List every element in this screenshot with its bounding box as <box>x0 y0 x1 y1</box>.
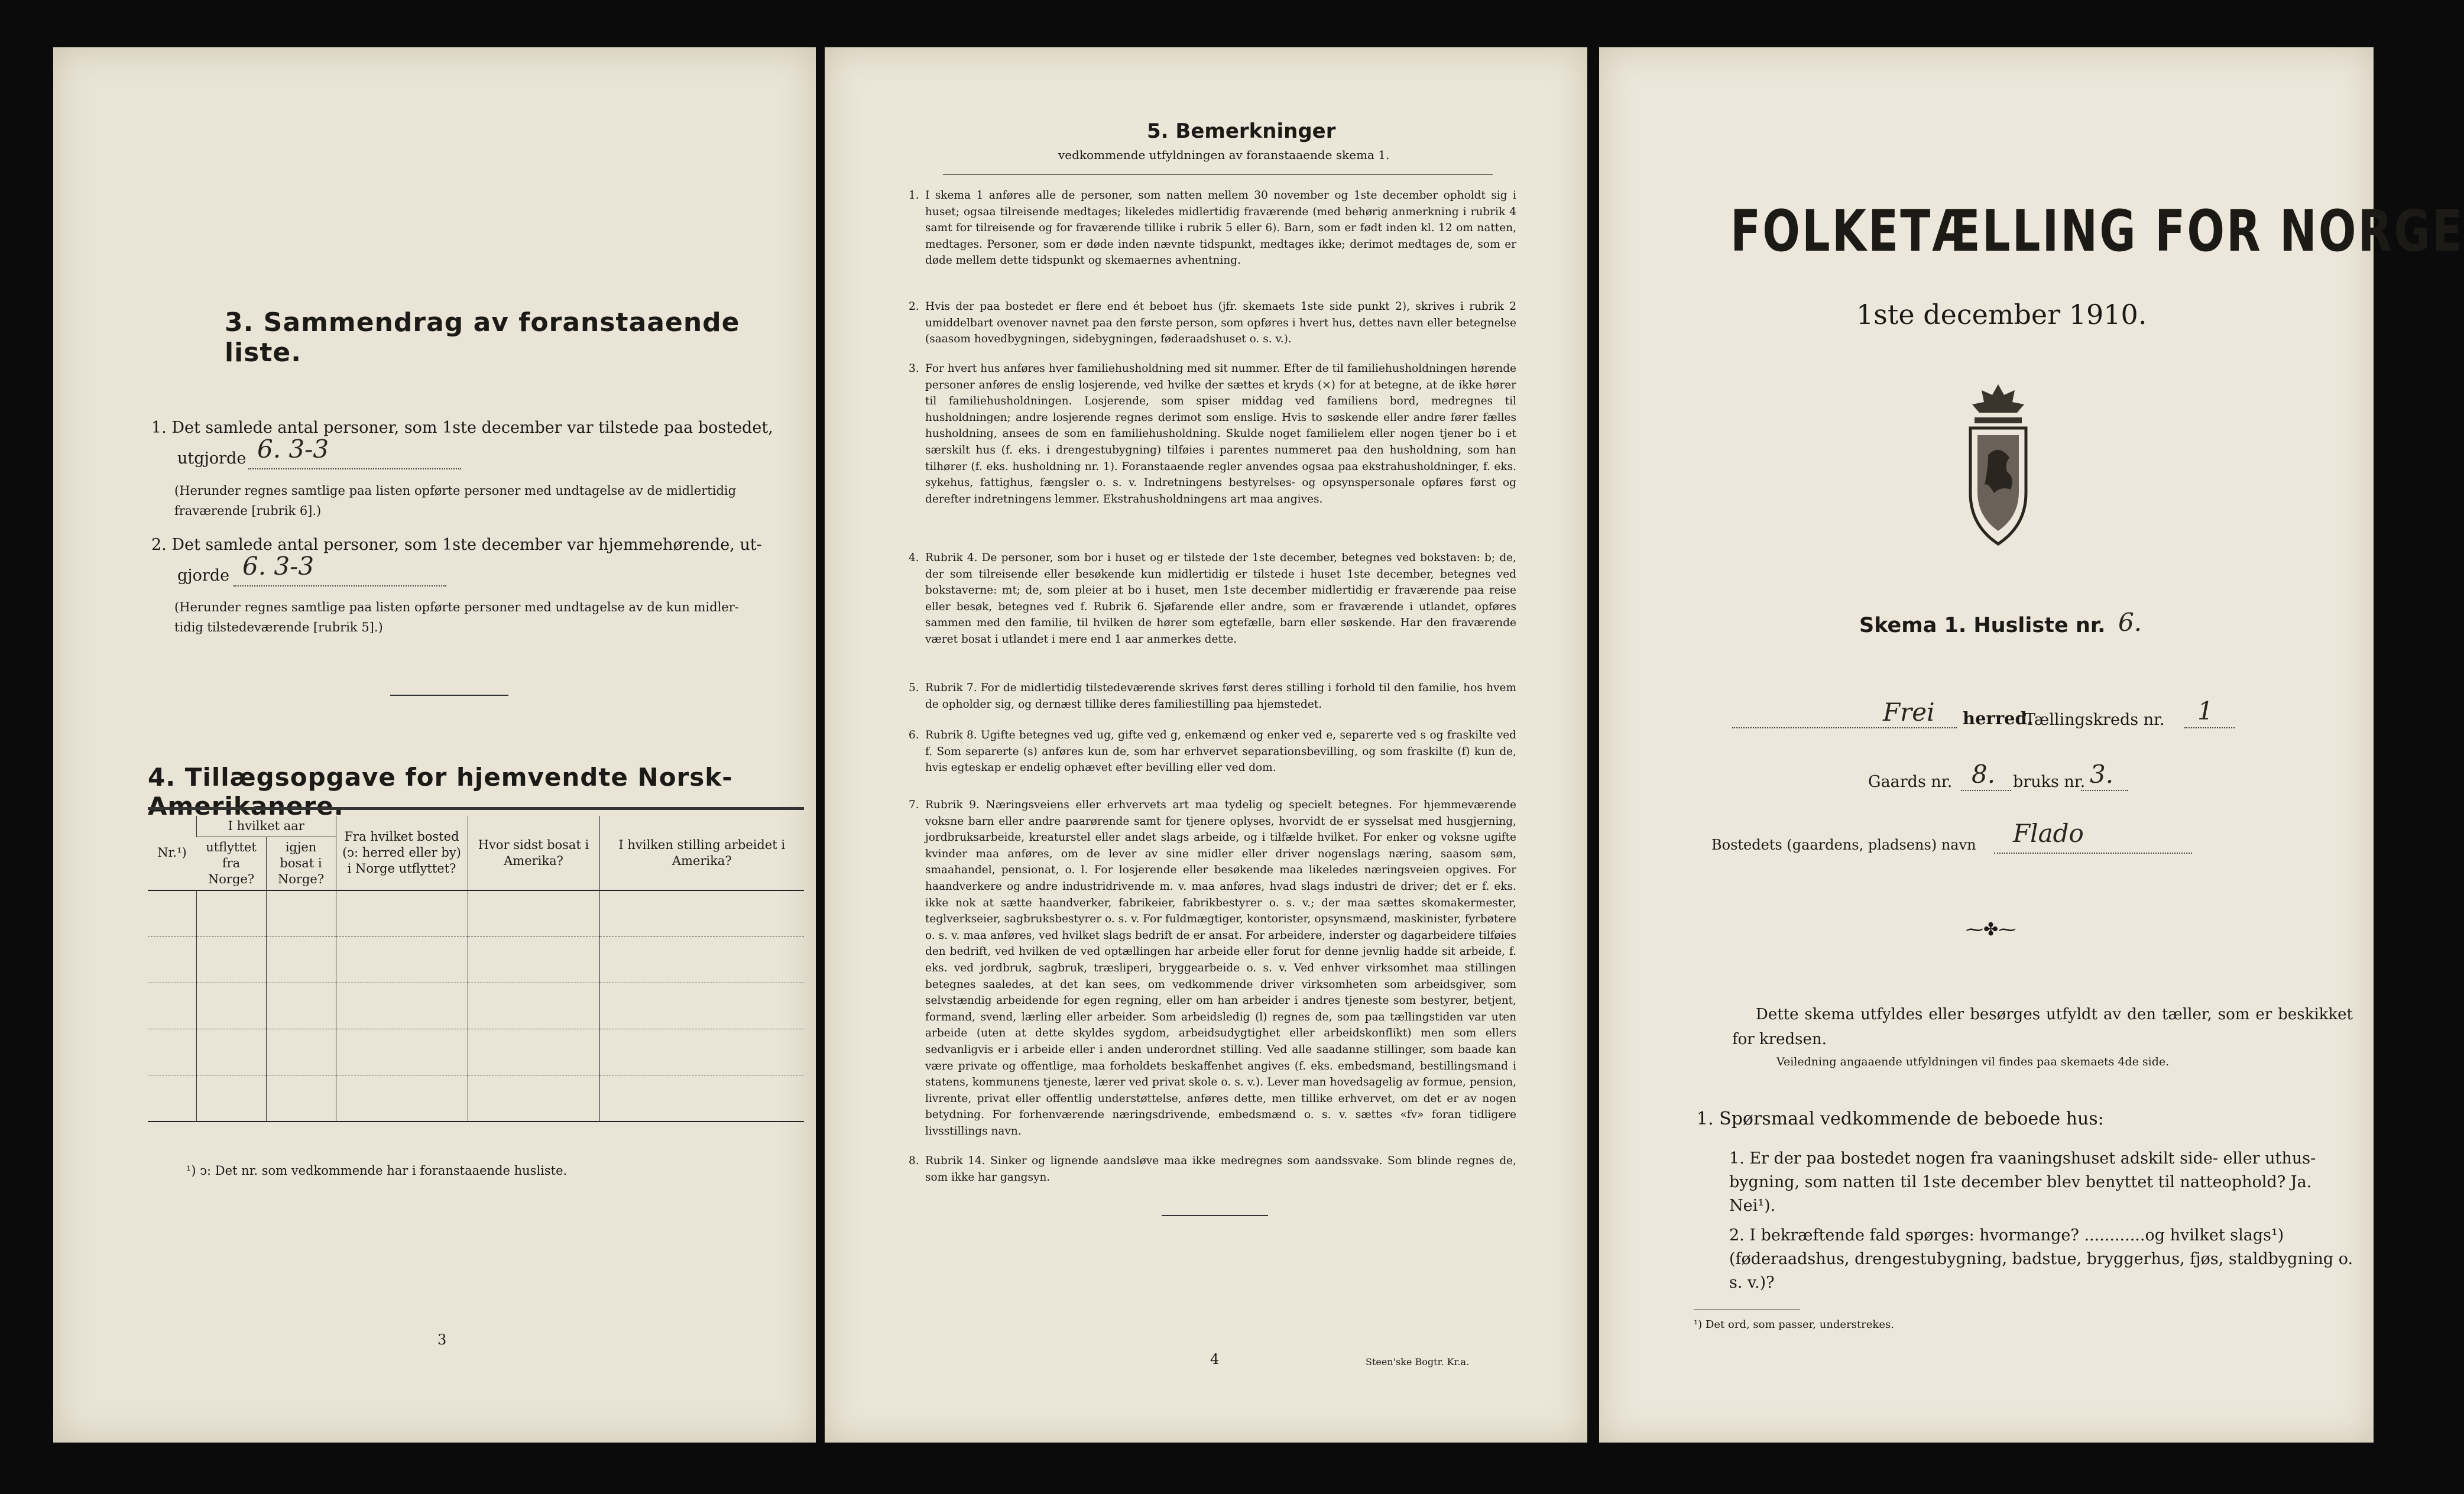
dotline <box>2184 727 2235 728</box>
page-3 <box>53 47 816 1443</box>
ornament-icon: ⁓✤⁓ <box>1966 919 2016 940</box>
section3-item2-dotline <box>234 585 446 586</box>
remark-item-6: 6. Rubrik 8. Ugifte betegnes ved ug, gifte ved g, enkemænd og enker ved e, separerte ved s og fraskilte ved f. Som separerte (s) anføres kun de, som har erhvervet separationsbevilling, og som fraskilte (f) kun de, hvis egteskap er endelig ophævet efter bevilling eller ved dom. <box>909 729 1516 774</box>
section3-item1-note1: (Herunder regnes samtlige paa listen opførte personer med undtagelse av de midlertidig <box>174 484 737 498</box>
table-row <box>148 1029 804 1075</box>
section3-item1-value: 6. 3-3 <box>257 435 329 464</box>
remarks-subtitle: vedkommende utfyldningen av foranstaaende skema 1. <box>1058 148 1390 162</box>
intro-guidance: Veiledning angaaende utfyldningen vil findes paa skemaets 4de side. <box>1776 1055 2170 1068</box>
table-row <box>148 1075 804 1122</box>
dotline <box>2081 790 2128 791</box>
table-row <box>148 983 804 1029</box>
table-row <box>148 937 804 983</box>
section3-title: 3. Sammendrag av foranstaaende liste. <box>225 307 740 368</box>
table-top-rule <box>148 807 804 810</box>
remark-item-3: 3. For hvert hus anføres hver familiehusholdning med sit nummer. Efter de til familiehusholdningen hørende personer anføres de enslig losjerende, ved hvilke der sættes et kryds (×) for at betegne, at de ikke hører til familiehusholdningen. Losjerende, som spiser middag ved familiens bord, medregnes til husholdningen; andre losjerende regnes derimot som enslige. Hvis to søskende eller andre fører fælles husholdning, ansees de som en familiehusholdning. Skulde noget familielem eller nogen tjener bo i et særskilt hus (f. eks. i drengestubygning) tilføies i parentes nummeret paa den husholdning, som han tilhører (f. eks. husholdning nr. 1). Foranstaaende regler anvendes ogsaa paa ekstrahusholdninger, f. eks. sykehus, fattighus, fængsler o. s. v. Indretningens bestyrelses- og opsynspersonale opføres først og derefter indretningens lemmer. Ekstrahusholdningens art maa angives. <box>909 362 1516 505</box>
dotline <box>1994 853 2192 854</box>
dotline <box>1961 790 2011 791</box>
bosted-label: Bostedets (gaardens, pladsens) navn <box>1711 837 1976 853</box>
col-nr: Nr.¹) <box>148 816 197 890</box>
divider <box>943 174 1493 175</box>
col-fra-bosted: Fra hvilket bosted (ↄ: herred eller by) i Norge utflyttet? <box>336 816 468 890</box>
page-number: 3 <box>437 1331 447 1348</box>
section3-item1-dotline <box>248 468 461 469</box>
section3-item1-utgjorde: utgjorde <box>177 449 247 468</box>
kreds-value: 1 <box>2197 696 2213 725</box>
dotline <box>1732 727 1957 728</box>
remark-item-1: 1. I skema 1 anføres alle de personer, som natten mellem 30 november og 1ste december opholdt sig i huset; ogsaa tilreisende medtages; likeledes midlertidig fraværende (med behørig anmerkning i rubrik 4 samt for tilreisende og for fraværende tillike i rubrik 5 eller 6). Barn, som er født inden kl. 12 om natten, medtages. Personer, som er døde inden nævnte tidspunkt, medtages ikke; derimot medtages de, som er døde mellem dette tidspunkt og skemaernes avhentning. <box>909 189 1516 267</box>
col-hvor-bosat: Hvor sidst bosat i Amerika? <box>468 816 599 890</box>
section4-footnote: ¹) ↄ: Det nr. som vedkommende har i foranstaaende husliste. <box>186 1164 568 1178</box>
divider <box>390 695 508 696</box>
page-1 <box>1599 47 2464 1443</box>
section3-item2: 2. Det samlede antal personer, som 1ste december var hjemmehørende, ut- <box>151 536 762 554</box>
page-number: 4 <box>1210 1351 1220 1367</box>
col-group-aar: I hvilket aar <box>197 816 336 837</box>
footnote: ¹) Det ord, som passer, understrekes. <box>1694 1318 1894 1331</box>
section3-item1: 1. Det samlede antal personer, som 1ste december var tilstede paa bostedet, <box>151 419 773 437</box>
census-title: FOLKETÆLLING FOR NORGE <box>1730 198 2464 264</box>
section3-item2-utgjorde: gjorde <box>177 566 230 585</box>
skema-label: Skema 1. Husliste nr. <box>1859 614 2106 637</box>
remark-item-8: 8. Rubrik 14. Sinker og lignende aandsløve maa ikke medregnes som aandssvake. Som blinde regnes de, som ikke har gangsyn. <box>909 1155 1516 1184</box>
page-4 <box>825 47 1587 1443</box>
question-2: 2. I bekræftende fald spørges: hvormange? ............og hvilket slags¹) (føderaadshus, drengestubygning, badstue, bryggerhus, fjøs, staldbygning o. s. v.)? <box>1729 1226 2353 1292</box>
husliste-number: 6. <box>2118 608 2142 637</box>
remark-item-7: 7. Rubrik 9. Næringsveiens eller erhvervets art maa tydelig og specielt betegnes. For hjemmeværende voksne barn eller andre paarørende samt for tjenere oplyses, hvorvidt de er sysselsat med husgjerning, jordbruksarbeide, kreaturstel eller andet slags arbeide, og i tilfælde hvilket. For enker og voksne ugifte kvinder maa anføres, om de lever av sine midler eller driver nogenslags næring, saasom søm, smaahandel, pensionat, o. l. For losjerende eller besøkende maa likeledes næringsveien opgives. For haandverkere og andre industridrivende m. v. maa anføres, hvad slags industri de driver; det er f. eks. ikke nok at sætte haandverker, fabrikeier, fabrikbestyrer o. s. v.; der maa sættes skomakermester, teglverkseier, sagbruksbestyrer o. s. v. For fuldmægtiger, kontorister, opsynsmænd, maskinister, fyrbøtere o. s. v. maa anføres, ved hvilket slags bedrift de er ansat. For arbeidere, inderster og dagarbeidere tilføies den bedrift, ved hvilken de ved optællingen har arbeide eller forut for denne jevnlig hadde sit arbeide, f. eks. ved jordbruk, sagbruk, træsliperi, bryggearbeide o. s. v. Ved enhver virksomhet maa stillingen betegnes saaledes, at det kan sees, om vedkommende driver virksomheten som arbeidsgiver, som selvstændig arbeidende for egen regning, eller om han arbeider i andres tjeneste som bestyrer, betjent, formand, svend, lærling eller arbeider. Som arbeidsledig (l) regnes de, som paa tællingstiden var uten arbeide (uten at dette skyldes sygdom, arbeidsudygtighet eller arbeidskonflikt) men som ellers sedvanligvis er i arbeide eller i anden underordnet stilling. Ved alle saadanne stillinger, som baade kan være private og offentlige, maa forholdets beskaffenhet angives (f. eks. embedsmand, bestillingsmand i statens, kommunens tjeneste, lærer ved privat skole o. s. v.). Lever man hovedsagelig av formue, pension, livrente, privat eller offentlig understøttelse, anføres dette, men tillike erhvervet, om det er av nogen betydning. For forhenværende næringsdrivende, embedsmænd o. s. v. sættes «fv» foran tidligere livsstillings navn. <box>909 799 1516 1137</box>
remarks-title: 5. Bemerkninger <box>1147 119 1336 143</box>
gaards-label: Gaards nr. <box>1868 773 1953 791</box>
bosted-value: Flado <box>2013 819 2084 848</box>
intro-text: Dette skema utfyldes eller besørges utfyldt av den tæller, som er beskikket for kredsen. <box>1732 1006 2353 1048</box>
remark-item-4: 4. Rubrik 4. De personer, som bor i huset og er tilstede der 1ste december, betegnes ved bokstaven: b; de, der som tilreisende eller besøkende kun midlertidig er tilstede i huset 1ste december, betegnes ved bokstaverne: mt; de, som pleier at bo i huset, men 1ste december midlertidig er fraværende paa reise eller besøk, betegnes ved f. Rubrik 6. Sjøfarende eller andre, som er fraværende i utlandet, opføres sammen med den familie, til hvilken de hører som egtefælle, barn eller søskende. Har den fraværende været bosat i utlandet i mere end 1 aar anmerkes dette. <box>909 552 1516 646</box>
remark-item-5: 5. Rubrik 7. For de midlertidig tilstedeværende skrives først deres stilling i forhold til den familie, hos hvem de opholder sig, og dernæst tillike deres familiestilling paa hjemstedet. <box>909 682 1516 711</box>
herred-label: herred. <box>1963 708 2033 728</box>
section3-item2-note1: (Herunder regnes samtlige paa listen opførte personer med undtagelse av de kun midler- <box>174 600 739 614</box>
bruks-label: bruks nr. <box>2013 773 2086 791</box>
col-stilling: I hvilken stilling arbeidet i Amerika? <box>599 816 804 890</box>
gaards-value: 8. <box>1972 760 1996 789</box>
question-1-answer: Ja. Nei¹). <box>1729 1173 2312 1215</box>
section3-item1-note2: fraværende [rubrik 6].) <box>174 504 322 518</box>
norsk-amerikanere-table <box>148 816 804 1122</box>
norway-coat-of-arms-icon <box>1954 378 2042 550</box>
herred-value: Frei <box>1883 698 1935 727</box>
question-heading: 1. Spørsmaal vedkommende de beboede hus: <box>1697 1109 2104 1129</box>
section3-item2-note2: tidig tilstedeværende [rubrik 5].) <box>174 620 383 634</box>
bruks-value: 3. <box>2090 760 2114 789</box>
remark-item-2: 2. Hvis der paa bostedet er flere end ét beboet hus (jfr. skemaets 1ste side punkt 2), skrives i rubrik 2 umiddelbart ovenover navnet paa den første person, som opføres i hvert hus, dettes navn eller betegnelse (saasom hovedbygningen, sidebygningen, føderaadshuset o. s. v.). <box>909 300 1516 346</box>
col-utflyttet: utflyttet fra Norge? <box>197 837 267 891</box>
table-row <box>148 890 804 937</box>
kreds-label: Tællingskreds nr. <box>2025 711 2165 729</box>
printer-mark: Steen'ske Bogtr. Kr.a. <box>1366 1356 1470 1367</box>
census-date: 1ste december 1910. <box>1856 299 2147 330</box>
divider <box>1162 1215 1268 1216</box>
section4-title: 4. Tillægsopgave for hjemvendte Norsk-Amerikanere. <box>148 763 733 821</box>
question-1: 1. Er der paa bostedet nogen fra vaaningshuset adskilt side- eller uthus-bygning, som natten til 1ste december blev benyttet til natteophold? Ja. Nei¹). <box>1729 1149 2316 1215</box>
section3-item2-value: 6. 3-3 <box>242 552 315 581</box>
col-igjen-bosat: igjen bosat i Norge? <box>266 837 336 891</box>
